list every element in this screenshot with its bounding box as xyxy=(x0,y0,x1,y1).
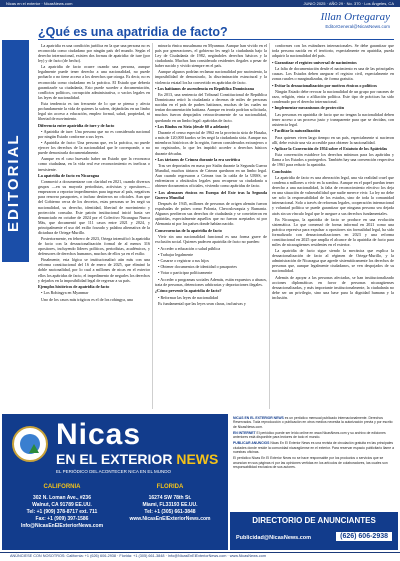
article-paragraph: • Casarse o registrar a sus hijos xyxy=(158,258,210,264)
section-subheading: • Los tártaros de Crimea durante la era soviética xyxy=(155,157,241,163)
section-subheading: La apatridia de facto en Nicaragua xyxy=(38,173,100,179)
issue-info: JUNIO 2025 · AÑO 29 · No. 370 · Los Ángeles, CA xyxy=(303,1,394,6)
ad-brand-panel xyxy=(2,414,228,550)
section-subheading: Consecuencias de la apatridia de facto xyxy=(155,228,222,234)
article-paragraph: Finalmente, esta lógica se institucionalizó aún más con una reforma constitucional del 16 de enero de 2025, que eliminó la doble nacionalidad, por lo cual a millones de nicas en el exterior ellos los apátridas de facto, el impedimento de negarles los derechos y dejarlos en la imposibilidad legal de regresar a su país. xyxy=(38,257,150,283)
article-paragraph: Esta convención establece los derechos mínimos para los apátridas y llama a los Estados a protegerlos. También hay una convención respectiva de 1961 para reducir la apatridia. xyxy=(272,152,394,168)
section-subheading: • Evitar la desnacionalización por motivos étnicos o políticos xyxy=(272,82,377,88)
office-state: FLORIDA xyxy=(156,484,184,490)
article-paragraph: • Apatridia de iure: Una persona que no es considerada nacional por ningún Estado conforme a sus leyes. xyxy=(38,128,150,139)
globe-logo-icon xyxy=(12,426,48,462)
section-subheading: • Garantizar el registro universal de nacimientos xyxy=(272,59,357,65)
article-paragraph: La apatridia de facto sigue siendo la mecánica que explica la desnacionalización de facto al régimen de Ortega-Murillo, y la administración de Nicaragua que agrede sistemáticamente los derechos de personas que, aunque legalmente ciudadanos, se ven despojados de su nacionalidad. xyxy=(272,248,394,274)
article-paragraph: • Votar o participar políticamente xyxy=(158,270,213,276)
article-paragraph: Vivir sin una nacionalidad funcional es una forma grave de exclusión social. Quienes padecen apatridia de facto no pueden: xyxy=(155,234,267,245)
article-paragraph: Conmovió a documentarse con claridad en 2021, cuando diversos grupos —en su mayoría periodistas, activistas y opositores— empezaron a reportar impedimentos para ingresar al país, negativas para renovar pasaportes, o incluso destierros no oficiales. Aun que del Gobierno cerca de los decretos, estas personas se les negó su nacionalidad, su derecho, identidad, libertad de movimiento y protección consular. Este patrón institucional inició hasta ser denunciado en octubre de 2024 por el Colectivo Nicaragua Nunca Más, que documentó que 111 casos entre 2021 y 2024, y principalmente el uso del exilio forzado y palabra alternativa de la dictadura de Ortega-Murillo. xyxy=(38,179,150,235)
article-paragraph: • Apatridia de facto: Una persona que, en la práctica, no puede ejercer los derechos de la nacionalidad que le corresponde, o no puede demostrarla documentalmente. xyxy=(38,140,150,156)
newspaper-advertisement xyxy=(2,414,398,550)
author-name: Illan Ortegaray xyxy=(320,11,390,23)
article-paragraph: La falta de documentación desde el nacimiento es una de las principales causas. Los Estados deben asegurar el registro civil, especialmente en zonas rurales o marginalizadas, de forma gratuita. xyxy=(272,65,394,81)
article-paragraph: Además de apoyar a las personas afectadas, se han institucionalizado acciones diplomáticas en favor de personas nicaragüenses desnacionalizadas, y más importante institucionalmente, la ciudadanía no debe ser un privilegio, sino una base para la dignidad humana y la inclusión. xyxy=(272,274,394,300)
section-subheading: Conclusión xyxy=(272,168,292,174)
ad-california-office: CALIFORNIA 302 N. Loman Ave., #236 Walnut, CA 91789 EE.UU. Tel: +1 (909) 378-8717 ext. 711 Fax: +1 (909) 397-1586 Info@NicasEnElExteriorNews.com xyxy=(10,484,114,530)
article-paragraph: Uno de los casos más trágicos es el de los rohingya, una xyxy=(41,296,133,302)
article-paragraph: Las personas en apatridia de facto que no tengan la nacionalidad deben tener acceso a un proceso justo y transparente para que se decidan, con asistencia legal. xyxy=(272,111,394,127)
article-paragraph: minoría étnica musulmana en Myanmar. Aunque han vivido en el país por generaciones, el gobierno les negó la ciudadanía bajo la Ley de Ciudadanía de 1982, negándoles derechos básicos y la ciudadanía. Muchos han considerado residentes ilegales a pesar de haber nacido y vivido siempre en el país. xyxy=(155,43,267,69)
article-column-3 xyxy=(272,43,394,410)
ad-info-panel xyxy=(230,414,398,550)
article-paragraph: Después de 1945, millones de personas de origen alemán fueron expulsadas de países como Polonia, Checoslovaquia y Rumania. Algunos perdieron sus derechos de ciudadanía y se convirtieron en apátridas, especialmente aquellos que no fueron aceptados ni por Alemania ni por los países donde habían nacido. xyxy=(155,201,267,227)
section-subheading: • Los haitianos de ascendencia en República Dominicana xyxy=(155,86,254,92)
article-paragraph: • Acceder a educación o salud pública xyxy=(158,245,221,251)
ad-tagline: EL PERIÓDICO DEL ACONTECER NICA EN EL MUNDO xyxy=(56,469,172,474)
ad-info-paragraph: NICAS EN EL EXTERIOR NEWS es un periódico mensual publicado internacionalmente. Derechos Reservados. Toda reproducción o publicación en otros medios necesita la autorización previa y por escrito de NicasNews.com. xyxy=(233,416,393,429)
directory-email[interactable]: Publicidad@NicasNews.com xyxy=(236,535,312,541)
section-subheading: Ejemplos históricos de apatridia de facto xyxy=(38,284,110,290)
article-paragraph: Ningún Estado debe revocar la nacionalidad de un grupo por razones de raza, religión, etnia o afiliación política. Este tipo de prácticas ha sido condenado por el derecho internacional. xyxy=(272,88,394,104)
article-headline: ¿Qué es una apatridia de facto? xyxy=(38,25,228,39)
section-subheading: • Los alemanes étnicos en Europa del Este tras la Segunda Guerra Mundial xyxy=(155,190,267,201)
article-paragraph: En 2013, una sentencia del Tribunal Constitucional de República Dominicana retiró la ciudadanía a decenas de miles de personas nacidas en el país de padres haitianos, muchas de las cuales no tenían documentación haitiana. Aunque en teoría podrían solicitarla, muchos fueron despojados retroactivamente de su nacionalidad, quedando en un limbo legal: apátridas de facto. xyxy=(155,92,267,123)
article-paragraph: • Trabajar legalmente xyxy=(158,251,194,257)
ad-brand-name: Nicas xyxy=(56,418,142,451)
article-paragraph: Es fundamental que las leyes sean claras, inclusivas y xyxy=(158,300,246,306)
author-email[interactable]: EditorGeneral@NicasNews.com xyxy=(325,24,390,29)
article-paragraph: La apatridia de facto ocurre cuando una persona, aunque legalmente puede tener derecho a una nacionalidad, no puede probarlo o no tiene acceso a los derechos que otorga. Es decir, no es reconocida como ciudadano en la práctica. El Estado que debería garantizarle su ciudadanía, Esto puede suceder a documentación, conflictos políticos, corrupción administrativa, o vacíos legales en las leyes de nacionalidad. xyxy=(38,64,150,100)
article-paragraph: • Obtener documentos de identidad o pasaportes xyxy=(158,264,237,270)
article-paragraph: Aunque algunos podrían reclamar nacionalidad por nacimiento, la imposibilidad de demostrarlo, la discriminación estructural y la violencia estatal los ha convertido en apátridas de facto. xyxy=(155,69,267,85)
column-divider xyxy=(152,43,153,409)
article-paragraph: En Nicaragua, la apatridia de facto se produce en una evolución sistemática. Lo que comenzó de forma informal en 2021 como una práctica represiva para expulsar a opositores sin formalidad legal, ha sido formalizado con desnacionalizaciones en 2023 y una reforma constitucional en 2025 que amplía el alcance de la apatridia de facto para miles de nicaragüenses residentes en el exterior. xyxy=(272,216,394,247)
directory-phone[interactable]: (626) 606-2938 xyxy=(336,532,392,541)
article-paragraph: La apatridia de facto es una aberración legal, una vía realidad cruel que condena a millones a vivir en la sombra. Aunque en el papel puedan tener derecho a una nacionalidad, la falta de reconocimiento efectivo los deja en una situación de vulnerabilidad que nadie merece vivir. La ley no debe ser solo la responsabilidad de los estados, sino de toda la comunidad internacional. Solo a través de reformas legales, cooperación internacional y voluntad política se puede garantizar que ninguna persona sea dejada atrás sin un vínculo legal que le asegure a sus derechos fundamentales. xyxy=(272,175,394,216)
article-paragraph: Aunque en el caso huevado haber un Estado que la reconozca como ciudadana, en la vida real ese reconocimiento es ineficaz o inexistente. xyxy=(38,156,150,172)
article-paragraph: Esta tendencia es tan frecuente de lo que se piensa y afecta profundamente la vida de quienes la sufren, dejándolas en un limbo legal sin acceso a educación, empleo formal, salud, propiedad, ni libertad de movimiento. xyxy=(38,100,150,122)
headline-divider xyxy=(38,39,394,40)
section-subheading: ¿Cómo prevenir la apatridia de facto? xyxy=(155,288,222,294)
article-paragraph: Durante el censo especial de 1962 en la provincia siria de Hasaka, a más de 120,000 kurdos se les negó la ciudadanía siria. Aunque sus miembros históricos de la región, fueron considerados extranjeros o no registrados, lo que les impidió acceder a derechos básicos durante décadas. xyxy=(155,130,267,156)
ad-info-paragraph: PUBLICAR ANUNCIOS Nicas En El Exterior News es una revista de circulación gratuita en las principales ciudades donde reside la comunidad nicaragüense en el exterior. Para reservar espacio publicitario llame a nuestras oficinas. xyxy=(233,441,394,455)
advertiser-directory xyxy=(230,512,398,550)
article-paragraph: conformes con los estándares internacionales. Se debe garantizar que toda persona nacida en el territorio, especialmente en apatridia, pueda adquirir la nacionalidad del país. xyxy=(272,43,394,59)
article-column-1 xyxy=(38,43,150,410)
ad-info-paragraph: El periódico Nicas En El Exterior News no se hace responsable por los productos o servicios que se anuncian en sus páginas ni por las opiniones vertidas en los artículos de colaboradores, las cuales son responsabilidad exclusiva de sus autores. xyxy=(233,456,388,469)
ad-info-text xyxy=(230,414,398,469)
article-paragraph: • Los Rohingya en Myanmar xyxy=(41,290,89,296)
office-state: CALIFORNIA xyxy=(43,484,81,490)
article-paragraph: Para quienes viven largo tiempo en un país, especialmente si nacieron allí, debe existir una vía accesible para obtener la nacionalidad. xyxy=(272,134,394,145)
ad-brand-subtitle: EN EL EXTERIOR NEWS xyxy=(56,451,219,467)
section-subheading: • Aplicar la Convención de 1954 sobre el Estatuto de los Apátridas xyxy=(272,146,388,152)
article-paragraph: • Reformar las leyes de nacionalidad xyxy=(158,294,218,300)
article-paragraph: La apatridia es una condición jurídica en la que una persona no es reconocida como ciudadano por ningún país del mundo. Según el derecho internacional, existen dos formas de apatridia: de iure (por ley) y de facto (de hecho). xyxy=(38,43,150,64)
section-subheading: Diferencia entre apatridia de iure y de facto xyxy=(38,122,115,128)
section-subheading: • Facilitar la naturalización xyxy=(272,128,320,134)
column-divider xyxy=(269,43,270,409)
masthead-text: Nicas en el exterior · NicasNews.com xyxy=(6,1,73,6)
article-paragraph: Tras ser deportados en masa por Stalin durante la Segunda Guerra Mundial, muchos tártaros de Crimea quedaron en un limbo legal. Aun cuando regresaron a Crimea tras la caída de la URSS, se enfrentaron a obstáculos legales para recuperar su ciudadanía u obtener documentos oficiales, viviendo como apátridas de facto. xyxy=(155,163,267,189)
section-label: EDITORIAL xyxy=(5,133,22,232)
footer-text: ANÚNCIESE CON NOSOTROS: California: +1 (626) 606-2938 · Florida: +1 (305) 661-3848 · Info@NicasEnElExteriorNews.com · www.NicasNews.com xyxy=(10,554,267,558)
article-paragraph: • Acceder a programas sociales Además, están expuestos a abusos, trata de personas, detenciones arbitrarias y deportaciones ilegales. xyxy=(155,276,267,287)
ad-florida-office: FLORIDA 16274 SW 78th St. Miami, FL33193 EE.UU. Tel: +1 (305) 661-3848 www.NicasEnElExteriorNews.com xyxy=(118,484,222,523)
directory-title: DIRECTORIO DE ANUNCIANTES xyxy=(252,516,376,525)
top-bar xyxy=(0,0,400,7)
section-subheading: • Los Bindus en Siria (desde 60 a adelante) xyxy=(155,124,230,130)
section-subheading: • Implementar mecanismos de protección xyxy=(272,105,345,111)
article-column-2 xyxy=(155,43,267,410)
article-paragraph: Posteriormente, en febrero de 2023, Ortega intensificó la apatridia de facto con la desnacionalización formal de al menos 316 opositores, incluyendo líderes políticos, periodistas, académicos, y defensores de derechos humanos, muchos de ellos ya en el exilio. xyxy=(38,236,150,257)
ad-info-paragraph: EN INTERNET El periódico puede ser leído online en www.NicasNews.com y su archivo de ediciones anteriores está disponible para lectores de todo el mundo. xyxy=(233,430,386,440)
